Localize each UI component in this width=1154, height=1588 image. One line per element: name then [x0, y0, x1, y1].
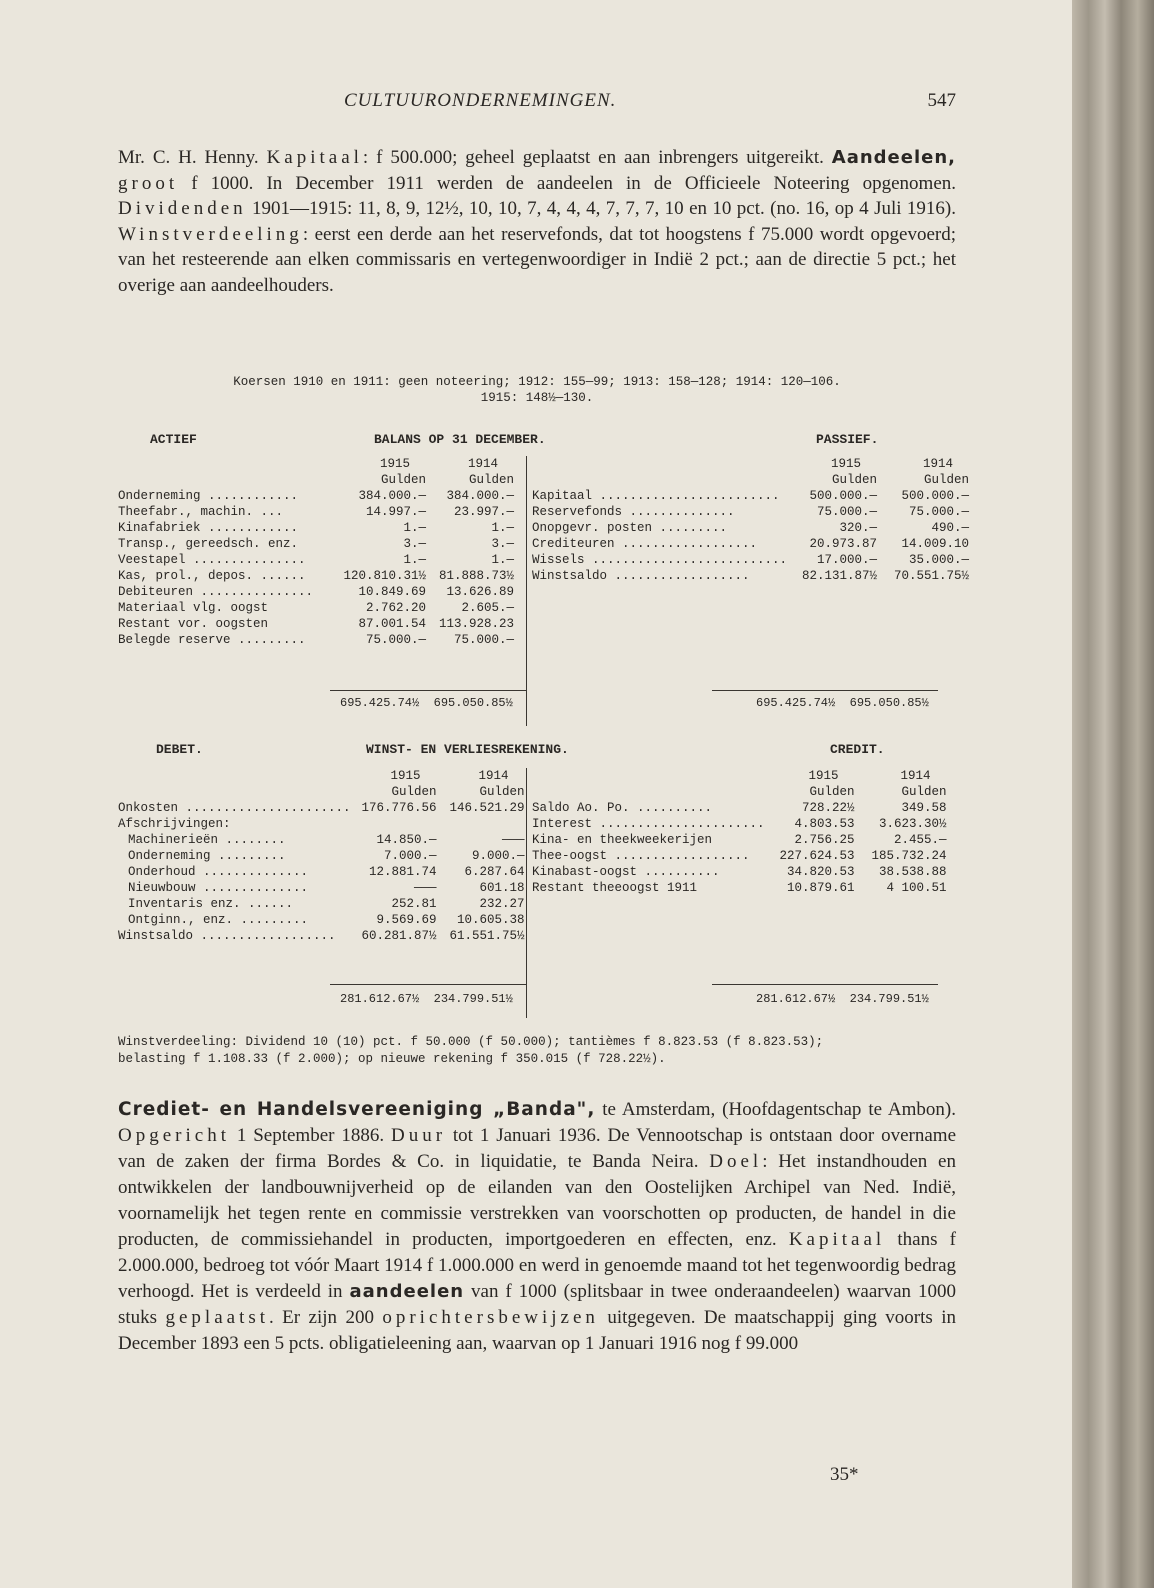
row-value	[437, 816, 525, 832]
balans-divider	[526, 456, 527, 726]
total-value: 281.612.67½	[756, 992, 836, 1006]
row-value: 3.—	[491, 537, 514, 551]
row-value: 2.455.—	[894, 833, 947, 847]
row-value: 146.521.29	[449, 801, 525, 815]
row-value: 252.81	[391, 897, 437, 911]
table-row	[532, 488, 969, 504]
year-label: 1914	[478, 769, 509, 783]
banda-text: uitgegeven. De maatschappij ging voorts in December 1893 een 5 pcts. obligatieleening aan, waarvan op 1 Januari 1916 nog f 99.000	[118, 1307, 956, 1354]
intro-text: : eerst een derde aan het reservefonds, dat tot hoogstens f 75.000 wordt opgevoerd; van het resteerende aan elken commissaris en vertegenwoordiger in Indië 2 pct.; aan de directie 5 pct.; het overige aan aandeelhouders.	[118, 223, 956, 296]
row-value: 320.—	[839, 521, 878, 535]
banda-text: thans f 2.000.000, bedroeg tot vóór Maart 1914 f 1.000.000 en werd in genoemde maand tot het tegenwoordig bedrag verhoogd. Het is verdeeld in	[118, 1229, 957, 1302]
row-label: Reservefonds ..............	[532, 505, 735, 519]
row-value: 4 100.51	[886, 881, 947, 895]
table-row	[118, 504, 514, 520]
row-value: 75.000.—	[453, 633, 514, 647]
row-value: 3.—	[403, 537, 426, 551]
banda-text: : Het instandhouden en ontwikkelen der landbouwnijverheid op de eilanden van den Oostelijken Archipel van Ned. Indië, voornamelijk het tegen rente en commissie verstrekken van voorschotten op producten, de handel in die producten, de commissiehandel in producten, importgoederen en effecten, enz.	[118, 1151, 956, 1250]
row-label: Kinabast-oogst ..........	[532, 865, 720, 879]
winstverdeeling-note	[118, 1034, 956, 1068]
row-value: 2.762.20	[365, 601, 426, 615]
row-label: Debiteuren ...............	[118, 585, 314, 599]
intro-text: Mr. C. H. Henny.	[118, 147, 267, 168]
row-value: 81.888.73½	[438, 569, 514, 583]
row-label: Afschrijvingen:	[118, 817, 231, 831]
row-value: 1.—	[491, 521, 514, 535]
duur-term: Duur	[390, 1125, 447, 1146]
row-label: Onderneming ............	[118, 489, 299, 503]
row-label: Machinerieën ........	[128, 833, 286, 847]
total-value: 695.050.85½	[849, 696, 929, 710]
row-value: 75.000.—	[817, 505, 878, 519]
row-value: 227.624.53	[779, 849, 855, 863]
row-value: 34.820.53	[787, 865, 855, 879]
table-row	[118, 616, 514, 632]
table-row	[532, 816, 947, 832]
row-label: Restant theeoogst 1911	[532, 881, 698, 895]
credit-table	[532, 768, 947, 896]
row-label: Onkosten ......................	[118, 801, 351, 815]
row-value: 2.605.—	[461, 601, 514, 615]
row-value: 75.000.—	[909, 505, 970, 519]
row-value: 38.538.88	[879, 865, 947, 879]
row-value: 9.569.69	[376, 913, 437, 927]
table-row	[118, 864, 525, 880]
row-label: Restant vor. oogsten	[118, 617, 269, 631]
row-value: 384.000.—	[446, 489, 514, 503]
row-value: 17.000.—	[817, 553, 878, 567]
geplaatst-term: geplaatst	[165, 1307, 270, 1328]
row-value: 490.—	[931, 521, 970, 535]
row-value: 7.000.—	[384, 849, 437, 863]
row-label: Winstsaldo ..................	[118, 929, 336, 943]
table-row	[532, 832, 947, 848]
banda-text: 1 September 1886.	[229, 1125, 391, 1146]
row-label: Materiaal vlg. oogst	[118, 601, 269, 615]
winst-divider	[526, 768, 527, 1018]
table-row	[532, 880, 947, 896]
unit-label: Gulden	[901, 785, 947, 799]
row-value: 70.551.75½	[894, 569, 970, 583]
table-row	[532, 536, 969, 552]
passief-heading: PASSIEF.	[816, 432, 879, 447]
row-value: 82.131.87½	[802, 569, 878, 583]
total-value: 695.425.74½	[756, 696, 836, 710]
row-value: 176.776.56	[361, 801, 437, 815]
table-row	[118, 536, 514, 552]
kapitaal-term: Kapitaal	[788, 1229, 886, 1250]
credit-totals	[756, 992, 929, 1006]
note-line: Winstverdeeling: Dividend 10 (10) pct. f 50.000 (f 50.000); tantièmes f 8.823.53 (f 8.823.53);	[118, 1035, 824, 1049]
row-value: 2.756.25	[794, 833, 855, 847]
row-label: Kina- en theekweekerijen	[532, 833, 713, 847]
row-label: Onderhoud ..............	[128, 865, 309, 879]
row-value: 10.849.69	[358, 585, 426, 599]
total-rule	[712, 984, 938, 985]
row-value: 13.626.89	[446, 585, 514, 599]
table-row	[118, 848, 525, 864]
year-label: 1914	[900, 769, 931, 783]
table-row	[532, 520, 969, 536]
unit-row	[532, 472, 969, 488]
table-row	[532, 864, 947, 880]
year-row	[118, 456, 514, 472]
row-value: 20.973.87	[809, 537, 878, 551]
year-label: 1915	[831, 457, 862, 471]
unit-label: Gulden	[468, 473, 514, 487]
row-label: Nieuwbouw ..............	[128, 881, 309, 895]
table-row	[532, 552, 969, 568]
banda-text: te Amsterdam, (Hoofdagentschap te Ambon).	[595, 1099, 956, 1120]
table-row	[532, 800, 947, 816]
unit-row	[118, 472, 514, 488]
banda-text: tot 1 Januari 1936. De Vennootschap is ontstaan door overname van de zaken der firma Bordes & Co. in liquidatie, te Banda Neira.	[118, 1125, 956, 1172]
year-label: 1915	[379, 457, 410, 471]
row-value: ———	[414, 881, 437, 895]
unit-label: Gulden	[479, 785, 525, 799]
year-label: 1915	[808, 769, 839, 783]
opgericht-term: Opgericht	[118, 1125, 230, 1146]
row-value: 3.623.30½	[879, 817, 947, 831]
row-label: Veestapel ...............	[118, 553, 306, 567]
oprichtersbewijzen-term: oprichtersbewijzen	[382, 1307, 599, 1328]
banda-text: van f 1000 (splitsbaar in twee onderaandeelen) waarvan 1000 stuks	[118, 1281, 956, 1328]
row-value: 75.000.—	[365, 633, 426, 647]
unit-row	[532, 784, 947, 800]
koersen-note	[118, 374, 956, 406]
row-value: 500.000.—	[809, 489, 878, 503]
page-number: 547	[927, 90, 956, 111]
table-row	[118, 552, 514, 568]
row-value	[351, 816, 437, 832]
row-label: Winstsaldo ..................	[532, 569, 750, 583]
row-value: 6.287.64	[464, 865, 525, 879]
page-edges	[1072, 0, 1154, 1588]
balans-title: BALANS OP 31 DECEMBER.	[374, 432, 546, 447]
unit-label: Gulden	[832, 473, 878, 487]
row-label: Kapitaal ........................	[532, 489, 780, 503]
row-label: Saldo Ao. Po. ..........	[532, 801, 713, 815]
year-label: 1914	[923, 457, 954, 471]
aandeelen-term: Aandeelen,	[831, 147, 956, 168]
row-value: 185.732.24	[871, 849, 947, 863]
banda-paragraph	[118, 1097, 956, 1357]
debet-heading: DEBET.	[156, 742, 203, 757]
row-label: Onopgevr. posten .........	[532, 521, 728, 535]
passief-table	[532, 456, 969, 584]
table-row	[118, 880, 525, 896]
row-value: 349.58	[901, 801, 947, 815]
table-row	[532, 504, 969, 520]
table-row	[118, 488, 514, 504]
unit-label: Gulden	[809, 785, 855, 799]
groot-term: groot	[118, 172, 179, 194]
table-row	[118, 600, 514, 616]
row-label: Transp., gereedsch. enz.	[118, 537, 299, 551]
running-header	[118, 90, 956, 120]
koersen-line: 1915: 148½—130.	[480, 391, 594, 405]
running-title: CULTUURONDERNEMINGEN.	[344, 90, 617, 111]
year-row	[532, 768, 947, 784]
row-value: 384.000.—	[358, 489, 426, 503]
row-value: 601.18	[479, 881, 525, 895]
row-value: 23.997.—	[453, 505, 514, 519]
row-value: 1.—	[403, 553, 426, 567]
row-value: 1.—	[403, 521, 426, 535]
row-value: ———	[502, 833, 525, 847]
actief-table	[118, 456, 514, 648]
row-value: 1.—	[491, 553, 514, 567]
row-value: 12.881.74	[369, 865, 437, 879]
total-rule	[330, 690, 526, 691]
table-row	[118, 832, 525, 848]
table-row	[118, 816, 525, 832]
table-row	[118, 520, 514, 536]
balans-heading	[118, 432, 956, 450]
row-value: 500.000.—	[901, 489, 970, 503]
koersen-line: Koersen 1910 en 1911: geen noteering; 1912: 155—99; 1913: 158—128; 1914: 120—106.	[233, 375, 841, 389]
row-value: 10.879.61	[787, 881, 855, 895]
row-value: 87.001.54	[358, 617, 426, 631]
row-label: Onderneming .........	[128, 849, 286, 863]
row-label: Kas, prol., depos. ......	[118, 569, 306, 583]
row-value: 14.009.10	[901, 537, 970, 551]
winst-title: WINST- EN VERLIESREKENING.	[366, 742, 569, 757]
row-label: Wissels ..........................	[532, 553, 788, 567]
passief-totals	[756, 696, 929, 710]
doel-term: Doel	[709, 1151, 763, 1172]
row-label: Belegde reserve .........	[118, 633, 306, 647]
total-rule	[712, 690, 938, 691]
row-label: Inventaris enz. ......	[128, 897, 294, 911]
row-value: 728.22½	[802, 801, 855, 815]
total-value: 695.050.85½	[433, 696, 513, 710]
total-value: 234.799.51½	[433, 992, 513, 1006]
row-value: 14.850.—	[376, 833, 437, 847]
table-row	[532, 568, 969, 584]
row-label: Kinafabriek ............	[118, 521, 299, 535]
table-row	[118, 568, 514, 584]
unit-label: Gulden	[924, 473, 970, 487]
intro-text: : f 500.000; geheel geplaatst en aan inbrengers uitgereikt.	[362, 147, 832, 168]
banda-text: . Er zijn 200	[269, 1307, 383, 1328]
table-row	[118, 896, 525, 912]
row-value: 14.997.—	[365, 505, 426, 519]
actief-totals	[340, 696, 513, 710]
row-label: Ontginn., enz. .........	[128, 913, 309, 927]
unit-label: Gulden	[391, 785, 437, 799]
row-value: 60.281.87½	[361, 929, 437, 943]
row-value: 113.928.23	[438, 617, 514, 631]
row-value: 9.000.—	[472, 849, 525, 863]
company-name: Crediet- en Handelsvereeniging „Banda",	[118, 1099, 596, 1120]
row-label: Thee-oogst ..................	[532, 849, 750, 863]
year-row	[532, 456, 969, 472]
row-label: Theefabr., machin. ...	[118, 505, 284, 519]
row-value: 10.605.38	[457, 913, 525, 927]
row-value: 61.551.75½	[449, 929, 525, 943]
row-value: 232.27	[479, 897, 525, 911]
dividenden-term: Dividenden	[118, 198, 247, 220]
row-value: 35.000.—	[909, 553, 970, 567]
aandeelen-term: aandeelen	[349, 1281, 465, 1302]
table-row	[118, 800, 525, 816]
signature-mark: 35*	[830, 1464, 859, 1485]
total-value: 234.799.51½	[849, 992, 929, 1006]
winstverdeeling-term: Winstverdeeling	[118, 223, 303, 245]
total-value: 695.425.74½	[340, 696, 420, 710]
total-rule	[330, 984, 526, 985]
kapitaal-term: Kapitaal	[266, 147, 363, 168]
table-row	[118, 584, 514, 600]
table-row	[118, 928, 525, 944]
table-row	[532, 848, 947, 864]
intro-text: f 1000. In December 1911 werden de aandeelen in de Officieele Noteering opgenomen.	[178, 172, 956, 194]
year-row	[118, 768, 525, 784]
table-row	[118, 632, 514, 648]
credit-heading: CREDIT.	[830, 742, 885, 757]
debet-table	[118, 768, 525, 944]
row-value: 4.803.53	[794, 817, 855, 831]
row-value: 120.810.31½	[343, 569, 426, 583]
intro-paragraph	[118, 145, 956, 299]
table-row	[118, 912, 525, 928]
row-label: Crediteuren ..................	[532, 537, 758, 551]
debet-totals	[340, 992, 513, 1006]
row-label: Interest ......................	[532, 817, 765, 831]
winst-heading	[118, 742, 956, 760]
year-label: 1914	[467, 457, 498, 471]
total-value: 281.612.67½	[340, 992, 420, 1006]
unit-row	[118, 784, 525, 800]
intro-text: 1901—1915: 11, 8, 9, 12½, 10, 10, 7, 4, 4, 4, 7, 7, 7, 10 en 10 pct. (no. 16, op 4 Juli 1916).	[246, 198, 956, 220]
actief-heading: ACTIEF	[150, 432, 197, 447]
note-line: belasting f 1.108.33 (f 2.000); op nieuwe rekening f 350.015 (f 728.22½).	[118, 1052, 666, 1066]
year-label: 1915	[390, 769, 421, 783]
unit-label: Gulden	[380, 473, 426, 487]
